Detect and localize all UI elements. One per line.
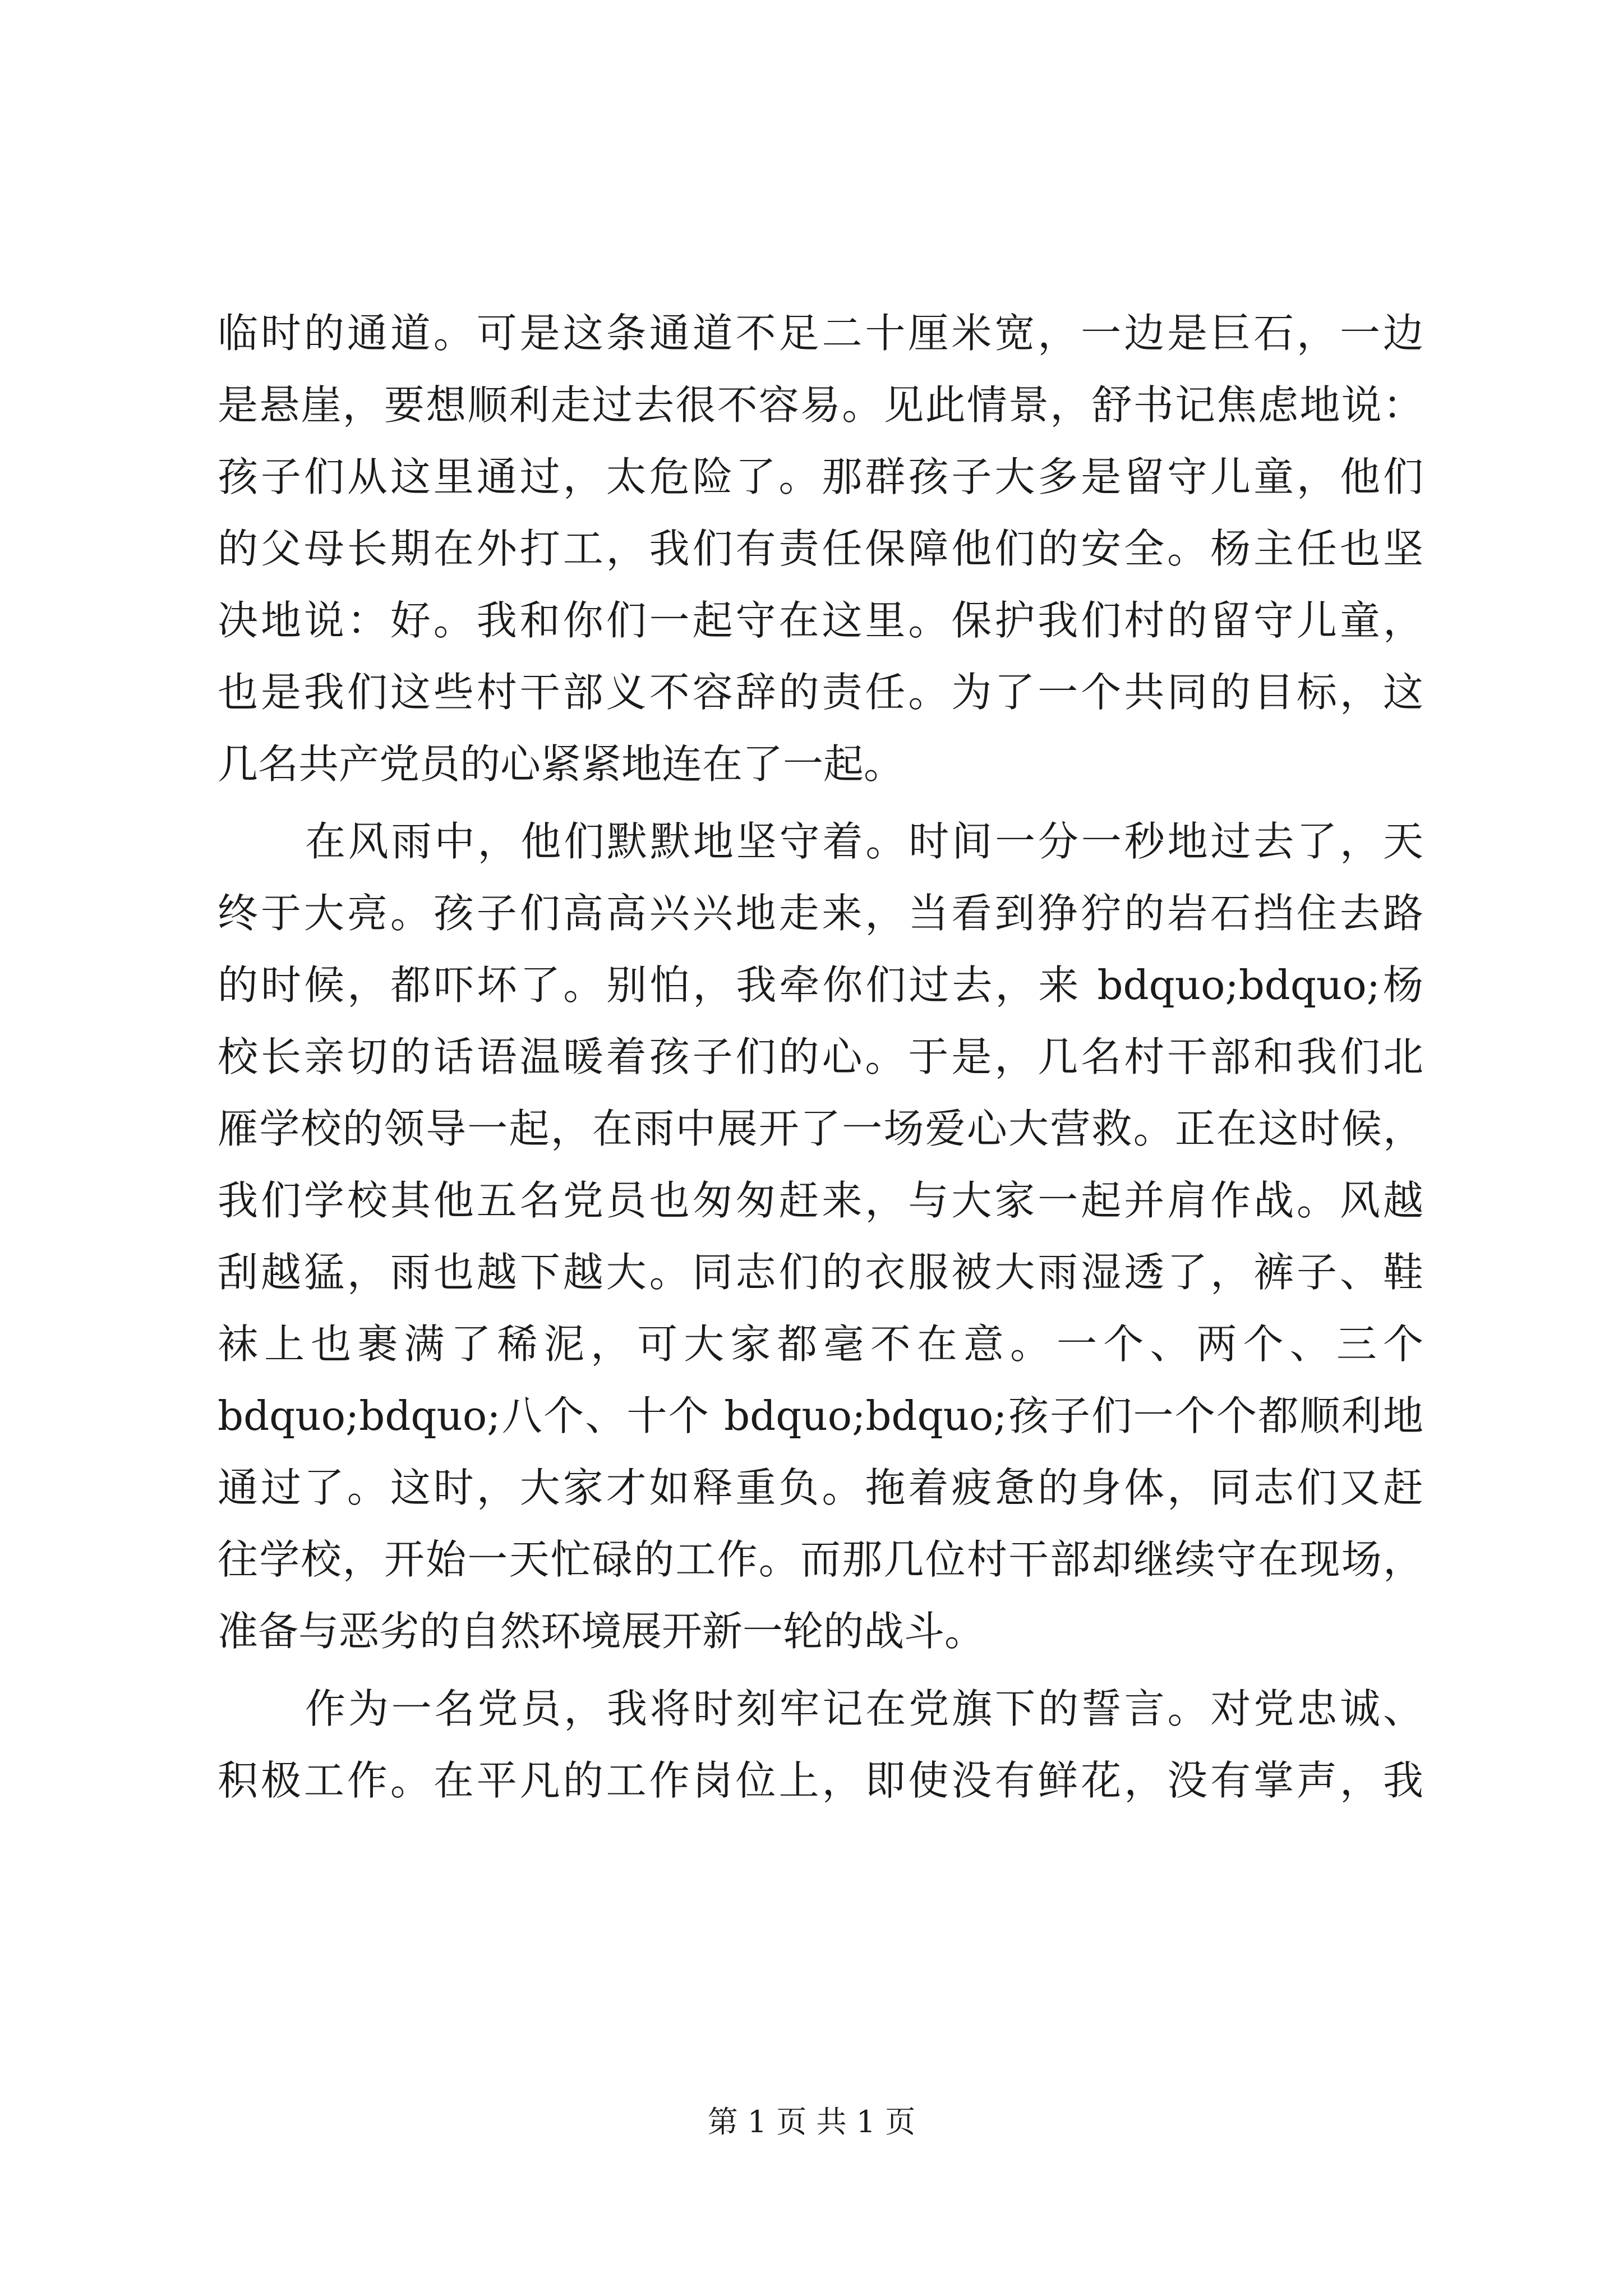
paragraph: [218, 297, 1423, 800]
page-footer: [0, 2098, 1623, 2141]
text-line: 的时候，都吓坏了。别怕，我牵你们过去，来 bdquo;bdquo;杨: [218, 961, 1423, 1009]
text-line: 也是我们这些村干部义不容辞的责任。为了一个共同的目标，这: [218, 669, 1423, 716]
text-line: 通过了。这时，大家才如释重负。拖着疲惫的身体，同志们又赶: [218, 1464, 1423, 1511]
text-line: 决地说：好。我和你们一起守在这里。保护我们村的留守儿童，: [218, 597, 1423, 644]
page-number-label: 第 1 页 共 1 页: [707, 2104, 916, 2139]
text-line: 在风雨中，他们默默地坚守着。时间一分一秒地过去了，天: [305, 818, 1423, 865]
text-line: 雁学校的领导一起，在雨中展开了一场爱心大营救。正在这时候，: [218, 1105, 1423, 1152]
paragraph: [218, 806, 1423, 1667]
paragraph-gap: [218, 800, 1423, 806]
text-line: 孩子们从这里通过，太危险了。那群孩子大多是留守儿童，他们: [218, 453, 1423, 500]
text-line: 校长亲切的话语温暖着孩子们的心。于是，几名村干部和我们北: [218, 1033, 1423, 1080]
paragraph: [218, 1673, 1423, 1816]
text-line: 刮越猛，雨也越下越大。同志们的衣服被大雨湿透了，裤子、鞋: [218, 1249, 1423, 1296]
text-line: 是悬崖，要想顺利走过去很不容易。见此情景，舒书记焦虑地说：: [218, 381, 1423, 429]
text-line: bdquo;bdquo;八个、十个 bdquo;bdquo;孩子们一个个都顺利地: [218, 1392, 1423, 1439]
text-line: 袜上也裹满了稀泥，可大家都毫不在意。一个、两个、三个: [218, 1320, 1423, 1368]
text-line: 几名共产党员的心紧紧地连在了一起。: [218, 740, 905, 788]
text-line: 作为一名党员，我将时刻牢记在党旗下的誓言。对党忠诚、: [305, 1685, 1423, 1732]
text-line: 临时的通道。可是这条通道不足二十厘米宽，一边是巨石，一边: [218, 310, 1423, 357]
text-line: 积极工作。在平凡的工作岗位上，即使没有鲜花，没有掌声，我: [218, 1757, 1423, 1804]
text-line: 我们学校其他五名党员也匆匆赶来，与大家一起并肩作战。风越: [218, 1177, 1423, 1224]
text-line: 准备与恶劣的自然环境展开新一轮的战斗。: [218, 1608, 985, 1655]
text-line: 的父母长期在外打工，我们有责任保障他们的安全。杨主任也坚: [218, 525, 1423, 572]
text-line: 往学校，开始一天忙碌的工作。而那几位村干部却继续守在现场，: [218, 1536, 1423, 1583]
paragraph-gap: [218, 1667, 1423, 1673]
document-body: [218, 297, 1423, 1816]
text-line: 终于大亮。孩子们高高兴兴地走来，当看到狰狞的岩石挡住去路: [218, 890, 1423, 937]
